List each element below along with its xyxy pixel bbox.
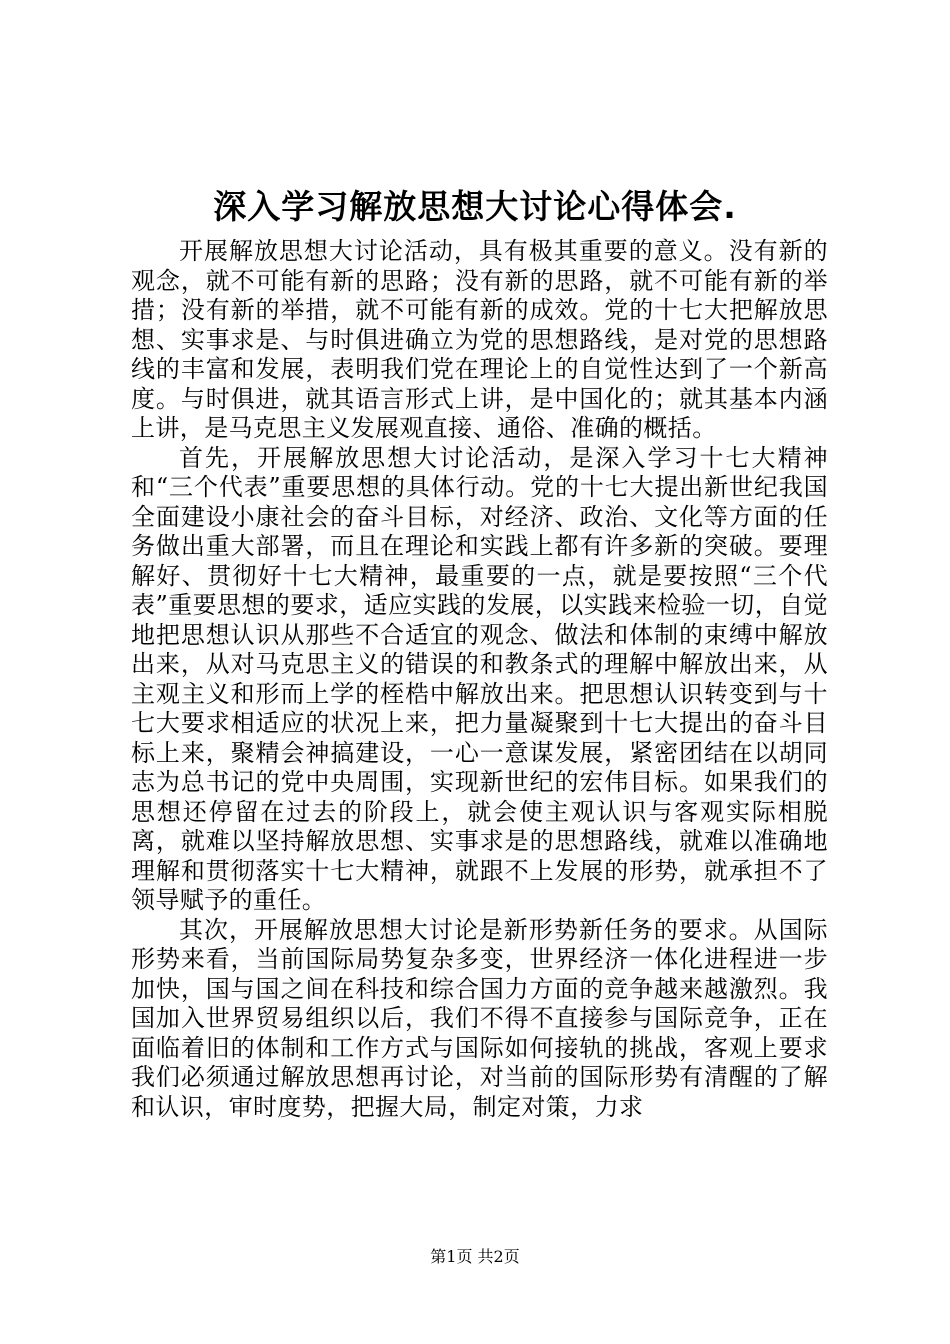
paragraph-3: 其次，开展解放思想大讨论是新形势新任务的要求。从国际形势来看，当前国际局势复杂多变，世界经济一体化进程进一步加快，国与国之间在科技和综合国力方面的竞争越来越激烈。我国加入世界贸易组织以后，我们不得不直接参与国际竞争，正在面临着旧的体制和工作方式与国际如何接轨的挑战，客观上要求我们必须通过解放思想再讨论，对当前的国际形势有清醒的了解和认识，审时度势，把握大局，制定对策，力求 [131, 915, 828, 1121]
document-title: 深入学习解放思想大讨论心得体会. [213, 187, 737, 226]
document-body [131, 237, 828, 1122]
paragraph-2: 首先，开展解放思想大讨论活动，是深入学习十七大精神和“三个代表”重要思想的具体行动。党的十七大提出新世纪我国全面建设小康社会的奋斗目标，对经济、政治、文化等方面的任务做出重大部署，而且在理论和实践上都有许多新的突破。要理解好、贯彻好十七大精神，最重要的一点，就是要按照“三个代表”重要思想的要求，适应实践的发展，以实践来检验一切，自觉地把思想认识从那些不合适宜的观念、做法和体制的束缚中解放出来，从对马克思主义的错误的和教条式的理解中解放出来，从主观主义和形而上学的桎梏中解放出来。把思想认识转变到与十七大要求相适应的状况上来，把力量凝聚到十七大提出的奋斗目标上来，聚精会神搞建设，一心一意谋发展，紧密团结在以胡同志为总书记的党中央周围，实现新世纪的宏伟目标。如果我们的思想还停留在过去的阶段上，就会使主观认识与客观实际相脱离，就难以坚持解放思想、实事求是的思想路线，就难以准确地理解和贯彻落实十七大精神，就跟不上发展的形势，就承担不了领导赋予的重任。 [131, 443, 828, 914]
paragraph-1: 开展解放思想大讨论活动，具有极其重要的意义。没有新的观念，就不可能有新的思路；没有新的思路，就不可能有新的举措；没有新的举措，就不可能有新的成效。党的十七大把解放思想、实事求是、与时俱进确立为党的思想路线，是对党的思想路线的丰富和发展，表明我们党在理论上的自觉性达到了一个新高度。与时俱进，就其语言形式上讲，是中国化的；就其基本内涵上讲，是马克思主义发展观直接、通俗、准确的概括。 [131, 237, 828, 442]
page-footer: 第1页 共2页 [430, 1247, 520, 1266]
